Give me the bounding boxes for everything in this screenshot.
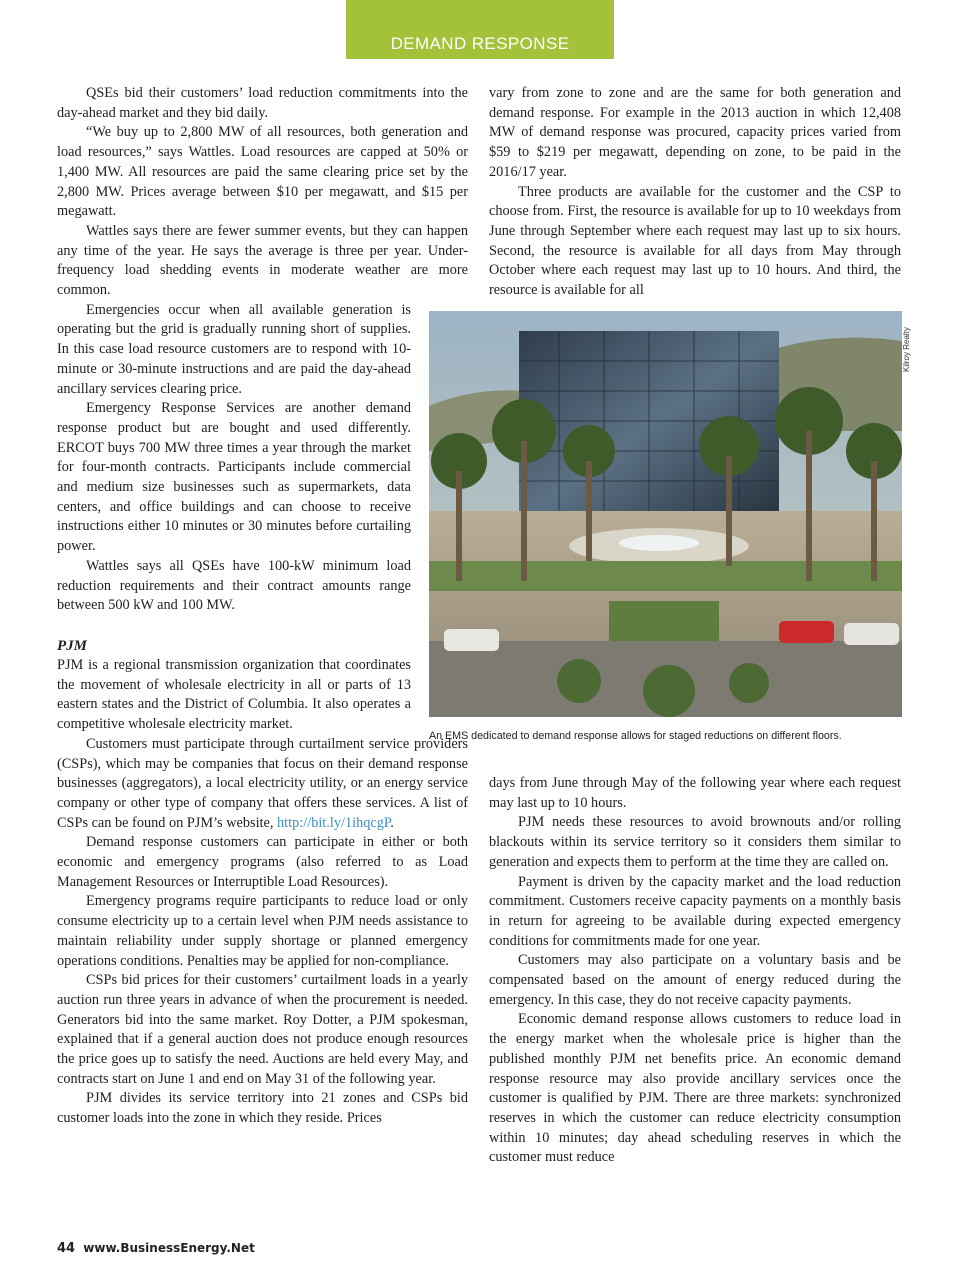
body-paragraph xyxy=(57,735,468,834)
body-paragraph: Economic demand response allows customers to reduce load in the energy market when the wholesale price is higher than the published monthly PJM net benefits price. An economic demand response resource may also provide ancillary services once the customer is qualified by PJM. There are three markets: synchronized reserves in which the customer can reduce electricity consumption within 10 minutes; day ahead scheduling reserves in which the customer must reduce xyxy=(489,1011,901,1166)
body-paragraph: Demand response customers can participate in either or both economic and emergency programs (also referred to as Load Management Resources or Interruptible Load Resources). xyxy=(57,834,468,890)
section-header-tab xyxy=(346,0,614,59)
csp-list-link[interactable]: http://bit.ly/1ihqcgP xyxy=(277,814,391,831)
right-column-top xyxy=(489,84,901,301)
body-paragraph: Wattles says all QSEs have 100-kW minimum load reduction requirements and their contract amounts range between 500 kW and 100 MW. xyxy=(57,557,411,614)
left-column xyxy=(57,84,468,1129)
right-column-bottom xyxy=(489,774,901,1168)
section-title: DEMAND RESPONSE xyxy=(390,34,570,53)
body-paragraph: Wattles says there are fewer summer events, but they can happen any time of the year. He says the average is three per year. Under-frequency load shedding events in moderate weather are more common. xyxy=(57,222,468,299)
body-paragraph: PJM divides its service territory into 21 zones and CSPs bid customer loads into the zone in which they reside. Prices xyxy=(57,1090,468,1127)
section-heading-pjm: PJM xyxy=(57,637,87,654)
body-paragraph: Emergency Response Services are another demand response product but are bought and used differently. ERCOT buys 700 MW three times a year through the market for four-month contracts. Participants include commercial and medium size businesses such as supermarkets, data centers, and office buildings and can choose to receive instructions either 10 minutes or 30 minutes before curtailing power. xyxy=(57,400,411,555)
body-paragraph: PJM is a regional transmission organization that coordinates the movement of wholesale electricity in all or parts of 13 eastern states and the District of Columbia. It also operates a competitive wholesale electricity market. xyxy=(57,656,411,733)
body-paragraph: vary from zone to zone and are the same for both generation and demand response. For example in the 2013 auction in which 12,408 MW of demand response was procured, capacity prices varied from $59 to $219 per megawatt, depending on zone, to be paid in the 2016/17 year. xyxy=(489,85,901,180)
photo-illustration xyxy=(429,311,902,717)
body-paragraph: Emergencies occur when all available generation is operating but the grid is gradually running short of supplies. In this case load resource customers are to respond with 10-minute or 30-minute instructions and are paid the day-ahead ancillary services clearing price. xyxy=(57,301,411,397)
body-paragraph: Three products are available for the customer and the CSP to choose from. First, the resource is available for up to 10 weekdays from June through September where each request may last up to six hours. Second, the resource is available for all days from May through October where each request may last up to 10 hours. And third, the resource is available for all xyxy=(489,183,901,299)
photo-credit: Kilroy Realty xyxy=(902,327,911,372)
body-paragraph: Emergency programs require participants to reduce load or only consume electricity up to a certain level when PJM needs assistance to maintain reliability under supply shortage or planned emergency operations conditions. Penalties may be applied for non-compliance. xyxy=(57,893,468,969)
page-footer xyxy=(57,1241,255,1256)
body-paragraph: QSEs bid their customers’ load reduction commitments into the day-ahead market and they bid daily. xyxy=(57,85,468,121)
csp-text: Customers must participate through curtailment service providers (CSPs), which may be companies that focus on their demand response businesses (aggregators), a local electricity utility, or an energy service company or other type of company that offers these services. A list of CSPs can be found on PJM’s website, xyxy=(57,735,468,831)
body-paragraph: Payment is driven by the capacity market and the load reduction commitment. Customers receive capacity payments on a monthly basis in return for agreeing to be available during expected emergency conditions for commitments made for one year. xyxy=(489,873,901,949)
footer-website: www.BusinessEnergy.Net xyxy=(83,1241,255,1255)
office-building-photo xyxy=(429,311,902,717)
page-number: 44 xyxy=(57,1241,76,1256)
photo-caption: An EMS dedicated to demand response allows for staged reductions on different floors. xyxy=(429,730,842,742)
body-paragraph: CSPs bid prices for their customers’ curtailment loads in a yearly auction run three years in advance of when the procurement is needed. Generators bid into the same market. Roy Dotter, a PJM spokesman, explained that if a general auction does not produce enough resources the price goes up to satisfy the need. Auctions are held every May, and contracts start on June 1 and end on May 31 of the following year. xyxy=(57,972,468,1087)
csp-text-end: . xyxy=(390,814,394,831)
body-paragraph: PJM needs these resources to avoid brownouts and/or rolling blackouts within its service territory so it considers them similar to generation and expects them to perform at the time they are called on. xyxy=(489,814,901,870)
body-paragraph: Customers may also participate on a voluntary basis and be compensated based on the amount of energy reduced during the emergency. In this case, they do not receive capacity payments. xyxy=(489,952,901,1008)
body-paragraph: days from June through May of the following year where each request may last up to 10 hours. xyxy=(489,775,901,811)
body-paragraph: “We buy up to 2,800 MW of all resources, both generation and load resources,” says Wattles. Load resources are capped at 50% or 1,400 MW. All resources are paid the same clearing price set by the 2,800 MW. Prices average between $10 per megawatt, and $15 per megawatt. xyxy=(57,124,468,220)
